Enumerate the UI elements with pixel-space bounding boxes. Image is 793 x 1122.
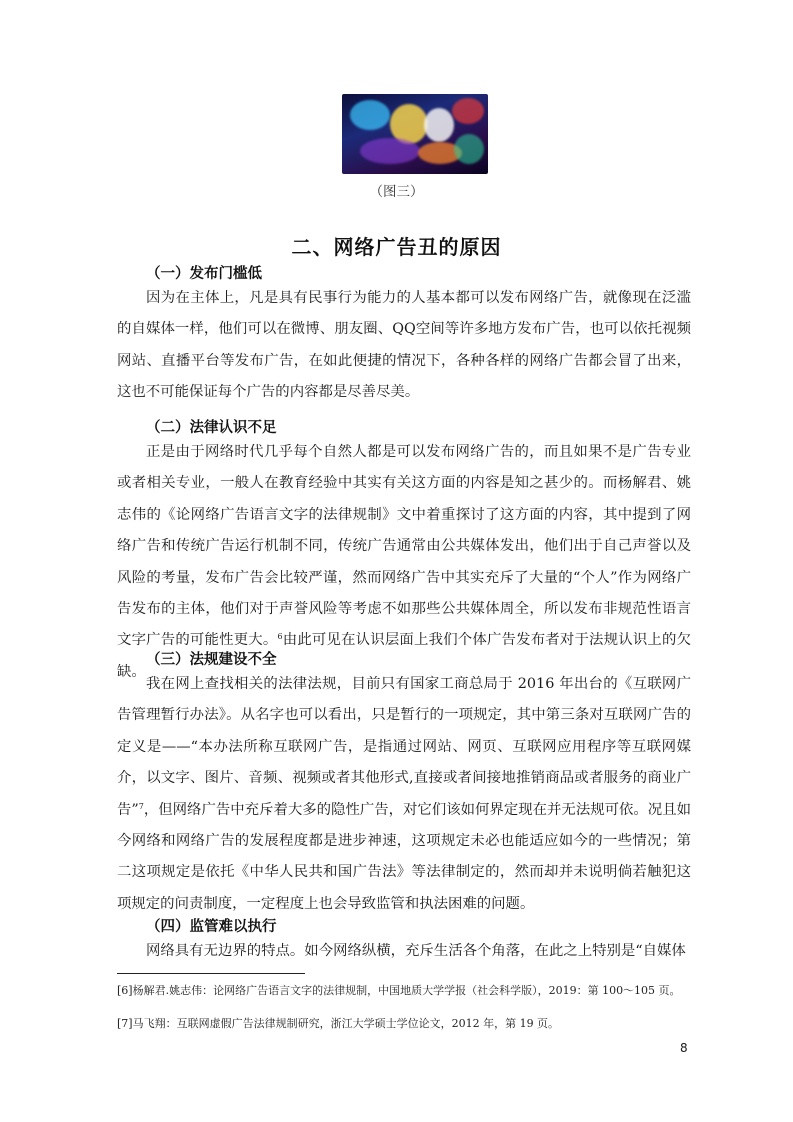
footnote-ref-7: 7 — [138, 801, 144, 811]
subsection-heading-2: （二）法律认识不足 — [146, 420, 277, 436]
subsection-heading-1: （一）发布门槛低 — [146, 266, 262, 282]
paragraph-3-text-a: 我在网上查找相关的法律法规，目前只有国家工商总局于 2016 年出台的《互联网广告管理暂行办法》。从名字也可以看出，只是暂行的一项规定，其中第三条对互联网广告的定义是——“本办法所称互联网广告，是指通过网站、网页、互联网应用程序等互联网媒介，以文字、图片、音频、视频或者其他形式,直接或者间接地推销商品或者服务的商业广告” — [117, 676, 691, 818]
paragraph-2-text-b: 由此可见在认识层面上我们个体广告发布者对于法规认识上的欠缺。 — [117, 632, 691, 680]
footnote-divider — [117, 973, 305, 974]
paragraph-4: 网络具有无边界的特点。如今网络纵横，充斥生活各个角落，在此之上特别是“自媒体 — [146, 943, 686, 959]
paragraph-2-text-a: 正是由于网络时代几乎每个自然人都是可以发布网络广告的，而且如果不是广告专业或者相关专业，一般人在教育经验中其实有关这方面的内容是知之甚少的。而杨解君、姚志伟的《论网络广告语言文字的法律规制》文中着重探讨了这方面的内容，其中提到了网络广告和传统广告运行机制不同，传统广告通常由公共媒体发出，他们出于自己声誉以及风险的考量，发布广告会比较严谨，然而网络广告中其实充斥了大量的“个人”作为网络广告发布的主体，他们对于声誉风险等考虑不如那些公共媒体周全，所以发布非规范性语言文字广告的可能性更大。 — [117, 444, 691, 649]
paragraph-1: 因为在主体上，凡是具有民事行为能力的人基本都可以发布网络广告，就像现在泛滥的自媒体一样，他们可以在微博、朋友圈、QQ空间等许多地方发布广告，也可以依托视频网站、直播平台等发布广告，在如此便捷的情况下，各种各样的网络广告都会冒了出来，这也不可能保证每个广告的内容都是尽善尽美。 — [117, 290, 691, 401]
paragraph-3 — [117, 669, 691, 920]
subsection-heading-3: （三）法规建设不全 — [146, 652, 277, 668]
page-number: 8 — [680, 1041, 688, 1055]
subsection-heading-4: （四）监管难以执行 — [146, 919, 277, 935]
footnote-7: [7]马飞翔：互联网虚假广告法律规制研究，浙江大学硕士学位论文，2012 年，第 19 页。 — [117, 1017, 560, 1030]
paragraph-3-text-b: ，但网络广告中充斥着大多的隐性广告，对它们该如何界定现在并无法规可依。况且如今网络和网络广告的发展程度都是进步神速，这项规定未必也能适应如今的一些情况；第二这项规定是依托《中华人民共和国广告法》等法律制定的，然而却并未说明倘若触犯这项规定的问责制度，一定程度上也会导致监管和执法困难的问题。 — [117, 801, 691, 912]
footnote-ref-6: 6 — [277, 632, 283, 642]
section-title: 二、网络广告丑的原因 — [291, 235, 502, 259]
footnote-6: [6]杨解君.姚志伟：论网络广告语言文字的法律规制，中国地质大学学报（社会科学版），2019：第 100～105 页。 — [117, 984, 681, 997]
figure-image — [342, 94, 488, 174]
figure-caption: （图三） — [369, 184, 424, 200]
